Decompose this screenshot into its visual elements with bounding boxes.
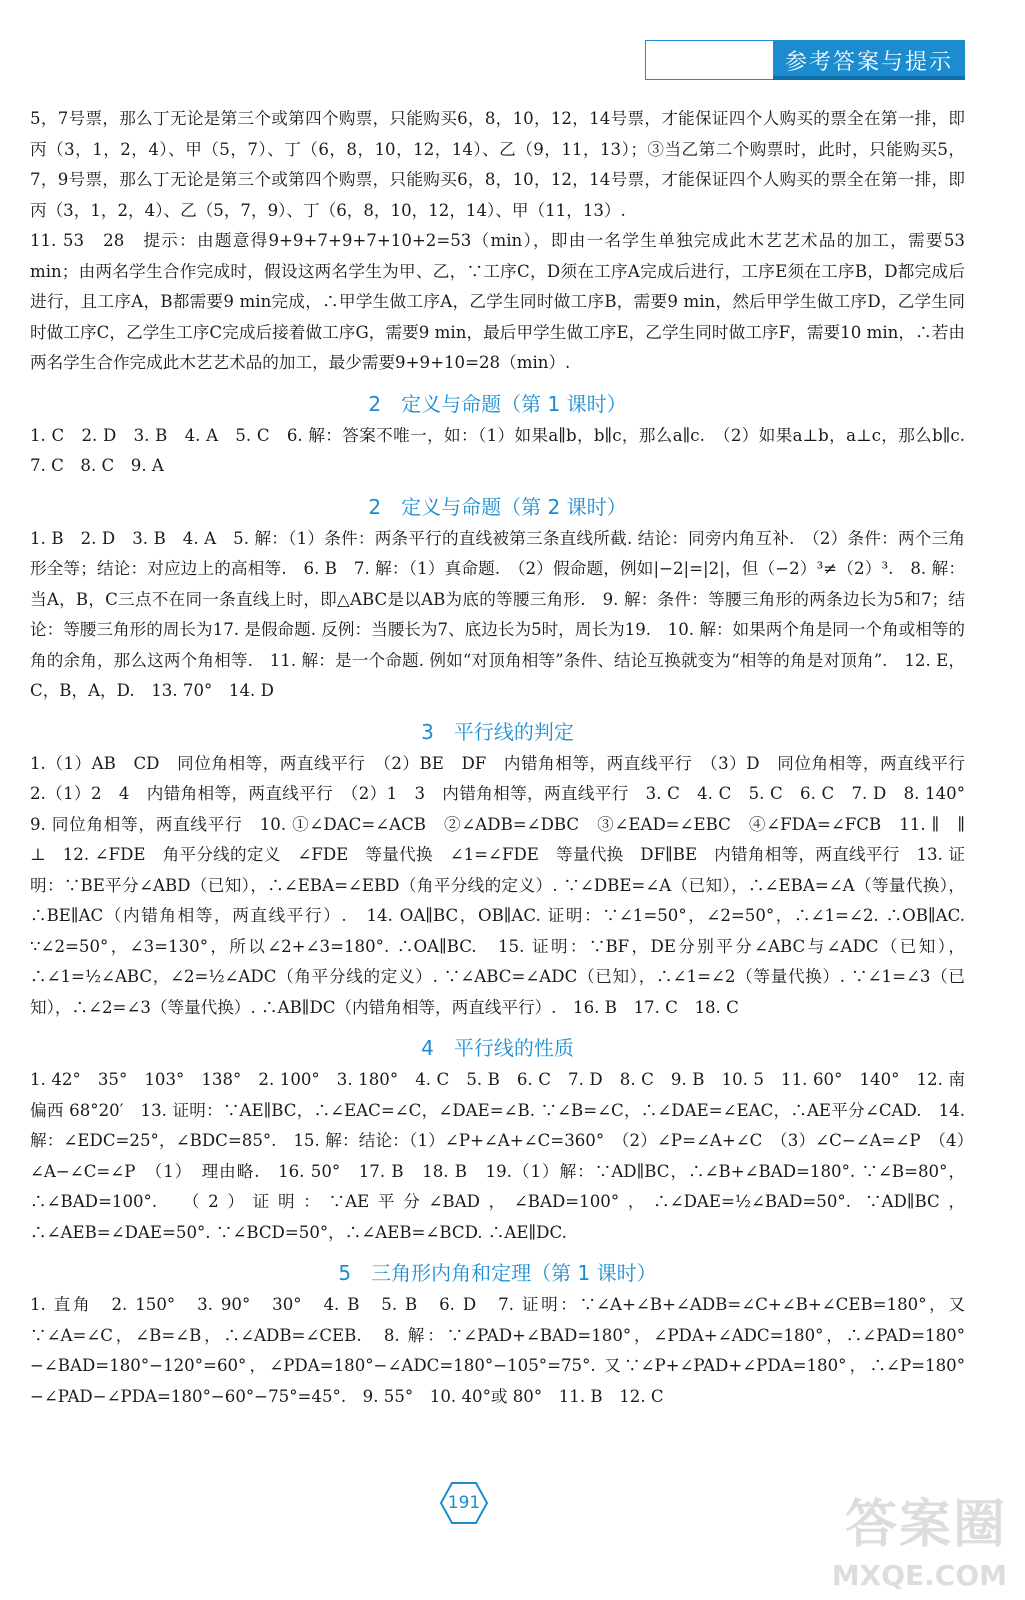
watermark-bottom: MXQE.COM	[831, 1559, 1007, 1592]
section-text: 1. 42° 35° 103° 138° 2. 100° 3. 180° 4. C 5. B 6. C 7. D 8. C 9. B 10. 5 11. 60° 140° 12. 南偏西 68°20′ 13. 证明：∵AE∥BC，∴∠EAC=∠C，∠DAE=∠B. ∵∠B=∠C，∴∠DAE=∠EAC，∴AE平分∠CAD. 14. 解：∠EDC=25°，∠BDC=85°. 15. 解：结论：（1）∠P+∠A+∠C=360° （2）∠P=∠A+∠C （3）∠C−∠A=∠P （4）∠A−∠C=∠P （1） 理由略. 16. 50° 17. B 18. B 19.（1）解：∵AD∥BC，∴∠B+∠BAD=180°. ∵∠B=80°，∴∠BAD=100°. （2）证明：∵AE平分∠BAD，∠BAD=100°，∴∠DAE=½∠BAD=50°. ∵AD∥BC，∴∠AEB=∠DAE=50°. ∵∠BCD=50°，∴∠AEB=∠BCD. ∴AE∥DC.	[30, 1070, 965, 1242]
watermark-top: 答案圈	[844, 1495, 1007, 1555]
section-text: 1. 直角 2. 150° 3. 90° 30° 4. B 5. B 6. D 7. 证明：∵∠A+∠B+∠ADB=∠C+∠B+∠CEB=180°，又∵∠A=∠C，∠B=∠B，∴∠ADB=∠CEB. 8. 解：∵∠PAD+∠BAD=180°，∠PDA+∠ADC=180°，∴∠PAD=180°−∠BAD=180°−120°=60°，∠PDA=180°−∠ADC=180°−105°=75°. 又∵∠P+∠PAD+∠PDA=180°，∴∠P=180°−∠PAD−∠PDA=180°−60°−75°=45°. 9. 55° 10. 40°或 80° 11. B 12. C	[30, 1295, 965, 1406]
watermark-logo	[817, 1482, 1007, 1592]
page-number-text: 191	[447, 1493, 481, 1513]
section-title: 3 平行线的判定	[421, 719, 574, 744]
section-text: 1. C 2. D 3. B 4. A 5. C 6. 解：答案不唯一，如：（1）如果a∥b，b∥c，那么a∥c. （2）如果a⊥b，a⊥c，那么b∥c. 7. C 8. C 9. A	[30, 425, 982, 475]
header-tab: 参考答案与提示	[773, 40, 965, 80]
header-banner	[645, 40, 965, 80]
section-title: 2 定义与命题（第 1 课时）	[368, 391, 627, 416]
section-title: 5 三角形内角和定理（第 1 课时）	[338, 1261, 657, 1285]
intro-paragraph-2: 11. 53 28 提示：由题意得9+9+7+9+7+10+2=53（min），即由一名学生单独完成此木艺艺术品的加工，需要53 min；由两名学生合作完成时，假设这两名学生为甲、乙，∵工序C，D须在工序A完成后进行，工序E须在工序B，D都完成后进行，且工序A，B都需要9 min完成，∴甲学生做工序A，乙学生同时做工序B，需要9 min，然后甲学生做工序D，乙学生同时做工序C，乙学生工序C完成后接着做工序G，需要9 min，最后甲学生做工序E，乙学生同时做工序F，需要10 min，∴若由两名学生合作完成此木艺艺术品的加工，最少需要9+9+10=28（min）.	[30, 231, 965, 372]
section-title: 2 定义与命题（第 2 课时）	[368, 494, 627, 519]
answer-content	[30, 104, 982, 1412]
intro-paragraph-1: 5，7号票，那么丁无论是第三个或第四个购票，只能购买6，8，10，12，14号票，才能保证四个人购买的票全在第一排，即丙（3，1，2，4）、甲（5，7）、丁（6，8，10，12，14）、乙（9，11，13）；③当乙第二个购票时，此时，只能购买5，7，9号票，那么丁无论是第三个或第四个购票，只能购买6，8，10，12，14号票，才能保证四个人购买的票全在第一排，即丙（3，1，2，4）、乙（5，7，9）、丁（6，8，10，12，14）、甲（11，13）.	[30, 109, 965, 220]
section-text: 1. B 2. D 3. B 4. A 5. 解：（1）条件：两条平行的直线被第三条直线所截. 结论：同旁内角互补. （2）条件：两个三角形全等；结论：对应边上的高相等. 6. B 7. 解：（1）真命题. （2）假命题，例如|−2|=|2|，但（−2）³≠（2）³. 8. 解：当A，B，C三点不在同一条直线上时，即△ABC是以AB为底的等腰三角形. 9. 解：条件：等腰三角形的两条边长为5和7；结论：等腰三角形的周长为17. 是假命题. 反例：当腰长为7、底边长为5时，周长为19. 10. 解：如果两个角是同一个角或相等的角的余角，那么这两个角相等. 11. 解：是一个命题. 例如“对顶角相等”条件、结论互换就变为“相等的角是对顶角”. 12. E，C，B，A，D. 13. 70° 14. D	[30, 528, 965, 700]
section-title: 4 平行线的性质	[421, 1036, 574, 1060]
page-number	[440, 1482, 488, 1524]
header-underline	[773, 76, 965, 80]
header-outline	[645, 40, 776, 80]
section-text: 1.（1）AB CD 同位角相等，两直线平行 （2）BE DF 内错角相等，两直线平行 （3）D 同位角相等，两直线平行 2.（1）2 4 内错角相等，两直线平行 （2）1 3 内错角相等，两直线平行 3. C 4. C 5. C 6. C 7. D 8. 140° 9. 同位角相等，两直线平行 10. ①∠DAC=∠ACB ②∠ADB=∠DBC ③∠EAD=∠EBC ④∠FDA=∠FCB 11. ∥ ∥ ⊥ 12. ∠FDE 角平分线的定义 ∠FDE 等量代换 ∠1=∠FDE 等量代换 DF∥BE 内错角相等，两直线平行 13. 证明：∵BE平分∠ABD（已知），∴∠EBA=∠EBD（角平分线的定义）. ∵∠DBE=∠A（已知），∴∠EBA=∠A（等量代换），∴BE∥AC（内错角相等，两直线平行）. 14. OA∥BC，OB∥AC. 证明：∵∠1=50°，∠2=50°，∴∠1=∠2. ∴OB∥AC. ∵∠2=50°，∠3=130°，所以∠2+∠3=180°. ∴OA∥BC. 15. 证明：∵BF，DE分别平分∠ABC与∠ADC（已知），∴∠1=½∠ABC，∠2=½∠ADC（角平分线的定义）. ∵∠ABC=∠ADC（已知），∴∠1=∠2（等量代换）. ∵∠1=∠3（已知），∴∠2=∠3（等量代换）. ∴AB∥DC（内错角相等，两直线平行）. 16. B 17. C 18. C	[30, 753, 982, 1017]
